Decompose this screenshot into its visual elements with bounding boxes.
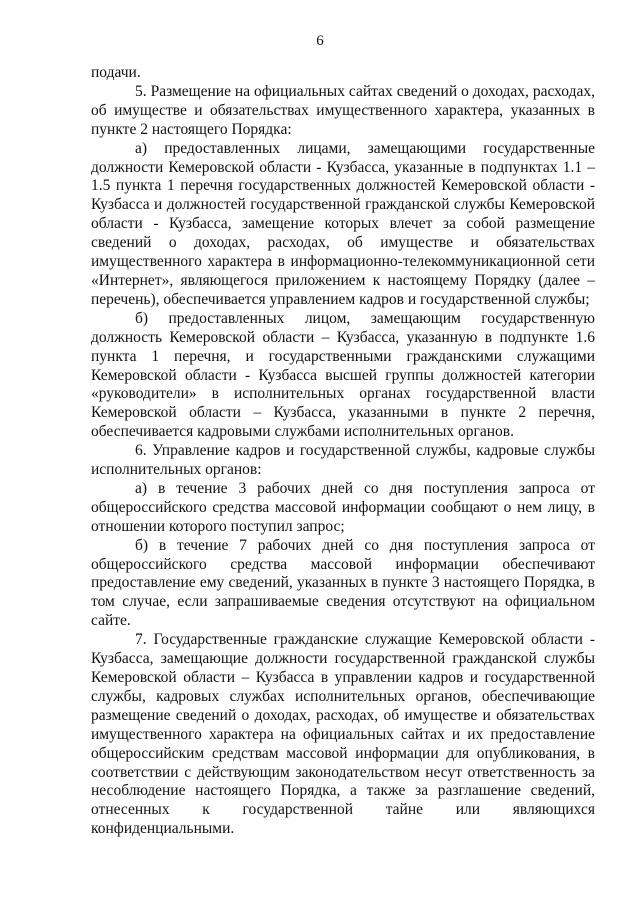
- paragraph-item-5a: а) предоставленных лицами, замещающими государственные должности Кемеровской области - Кузбасса, указанные в подпунктах 1.1 – 1.5 пункта 1 перечня государственных должностей Кемеровской области - Кузбасса и должностей государственной гражданской службы Кемеровской области - Кузбасса, замещение которых влечет за собой размещение сведений о доходах, расходах, об имуществе и обязательствах имущественного характера в информационно-телекоммуникационной сети «Интернет», являющегося приложением к настоящему Порядку (далее – перечень), обеспечивается управлением кадров и государственной службы;: [91, 139, 595, 308]
- paragraph-item-6: 6. Управление кадров и государственной службы, кадровые службы исполнительных органов:: [91, 442, 595, 479]
- paragraph-item-6b: б) в течение 7 рабочих дней со дня поступления запроса от общероссийского средства массовой информации обеспечивают предоставление ему сведений, указанных в пункте 3 настоящего Порядка, в том случае, если запрашиваемые сведения отсутствуют на официальном сайте.: [91, 536, 595, 630]
- document-body: [91, 64, 595, 839]
- paragraph-item-6a: а) в течение 3 рабочих дней со дня поступления запроса от общероссийского средства массовой информации сообщают о нем лицу, в отношении которого поступил запрос;: [91, 479, 595, 535]
- paragraph-item-5b: б) предоставленных лицом, замещающим государственную должность Кемеровской области – Кузбасса, указанную в подпункте 1.6 пункта 1 перечня, и государственными гражданскими служащими Кемеровской области - Кузбасса высшей группы должностей категории «руководители» в исполнительных органах государственной власти Кемеровской области – Кузбасса, указанными в пункте 2 перечня, обеспечивается кадровыми службами исполнительных органов.: [91, 309, 595, 441]
- paragraph-item-7: 7. Государственные гражданские служащие Кемеровской области - Кузбасса, замещающие должности государственной гражданской службы Кемеровской области – Кузбасса в управлении кадров и государственной службы, кадровых службах исполнительных органов, обеспечивающие размещение сведений о доходах, расходах, об имуществе и обязательствах имущественного характера на официальных сайтах и их предоставление общероссийским средствам массовой информации для опубликования, в соответствии с действующим законодательством несут ответственность за несоблюдение настоящего Порядка, а также за разглашение сведений, отнесенных к государственной тайне или являющихся конфиденциальными.: [91, 631, 595, 838]
- paragraph-continuation: подачи.: [91, 64, 141, 81]
- paragraph-item-5: 5. Размещение на официальных сайтах сведений о доходах, расходах, об имуществе и обязательствах имущественного характера, указанных в пункте 2 настоящего Порядка:: [91, 82, 595, 138]
- page-number: 6: [316, 33, 324, 49]
